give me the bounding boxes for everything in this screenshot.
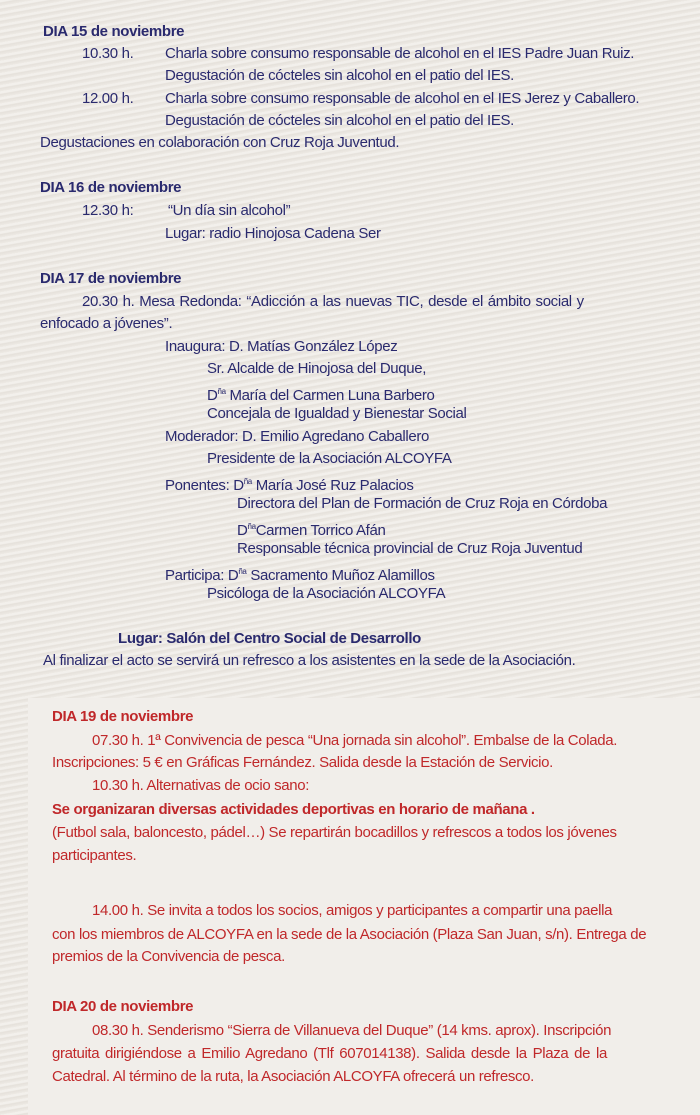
day17-ponentes: Ponentes: $D^{ña}$ María José Ruz Palacios <box>165 477 414 494</box>
day19-line-7: 14.00 h. Se invita a todos los socios, amigos y participantes a compartir una paella <box>92 902 613 919</box>
day15-line-5: Degustaciones en colaboración con Cruz Roja Juventud. <box>40 134 400 151</box>
day20-heading: DIA 20 de noviembre <box>52 998 194 1015</box>
day20-line-2: gratuita dirigiéndose a Emilio Agredano (Tlf 607014138). Salida desde la Plaza de la <box>52 1045 607 1062</box>
day19-line-4: Se organizaran diversas actividades deportivas en horario de mañana . <box>52 801 535 818</box>
day19-heading: DIA 19 de noviembre <box>52 708 194 725</box>
day19-line-9: premios de la Convivencia de pesca. <box>52 948 285 965</box>
day17-lugar: Lugar: Salón del Centro Social de Desarrollo <box>118 630 421 647</box>
day19-line-5: (Futbol sala, baloncesto, pádel…) Se repartirán bocadillos y refrescos a todos los jóvenes <box>52 824 617 841</box>
day17-ponentes-4: Responsable técnica provincial de Cruz Roja Juventud <box>237 540 583 557</box>
day17-moderador-2: Presidente de la Asociación ALCOYFA <box>207 450 452 467</box>
day19-line-1: 07.30 h. 1ª Convivencia de pesca “Una jornada sin alcohol”. Embalse de la Colada. <box>92 732 618 749</box>
day15-time-1: 10.30 h. <box>82 45 134 62</box>
day15-time-2: 12.00 h. <box>82 90 134 107</box>
day15-heading: DIA 15 de noviembre <box>43 23 185 40</box>
day19-line-3: 10.30 h. Alternativas de ocio sano: <box>92 777 310 794</box>
day15-line-4: Degustación de cócteles sin alcohol en el patio del IES. <box>165 112 514 129</box>
day17-moderador: Moderador: D. Emilio Agredano Caballero <box>165 428 429 445</box>
day15-line-1: Charla sobre consumo responsable de alcohol en el IES Padre Juan Ruiz. <box>165 45 635 62</box>
day17-final: Al finalizar el acto se servirá un refresco a los asistentes en la sede de la Asociación. <box>43 652 576 669</box>
day20-line-3: Catedral. Al término de la ruta, la Asociación ALCOYFA ofrecerá un refresco. <box>52 1068 534 1085</box>
day17-line-1: 20.30 h. Mesa Redonda: “Adicción a las nuevas TIC, desde el ámbito social y <box>82 293 584 310</box>
day19-line-8: con los miembros de ALCOYFA en la sede de la Asociación (Plaza San Juan, s/n). Entrega de <box>52 926 647 943</box>
day19-line-2: Inscripciones: 5 € en Gráficas Fernández. Salida desde la Estación de Servicio. <box>52 754 553 771</box>
day17-ponentes-3: $D^{ña}Carmen$ Torrico Afán <box>237 522 386 539</box>
day20-line-1: 08.30 h. Senderismo “Sierra de Villanueva del Duque” (14 kms. aprox). Inscripción <box>92 1022 612 1039</box>
day17-heading: DIA 17 de noviembre <box>40 270 182 287</box>
day17-line-2: enfocado a jóvenes”. <box>40 315 173 332</box>
day15-line-2: Degustación de cócteles sin alcohol en el patio del IES. <box>165 67 514 84</box>
day19-line-6: participantes. <box>52 847 137 864</box>
day17-ponentes-2: Directora del Plan de Formación de Cruz Roja en Córdoba <box>237 495 608 512</box>
day17-inaugura-4: Concejala de Igualdad y Bienestar Social <box>207 405 467 422</box>
day17-inaugura-3: $D^{ña}$ María del Carmen Luna Barbero <box>207 387 435 404</box>
day17-inaugura: Inaugura: D. Matías González López <box>165 338 398 355</box>
day16-line-2: Lugar: radio Hinojosa Cadena Ser <box>165 225 381 242</box>
day15-line-3: Charla sobre consumo responsable de alcohol en el IES Jerez y Caballero. <box>165 90 640 107</box>
day17-participa-2: Psicóloga de la Asociación ALCOYFA <box>207 585 446 602</box>
day17-participa: Participa: $D^{ña}$ Sacramento Muñoz Alamillos <box>165 567 435 584</box>
day16-line-1: “Un día sin alcohol” <box>168 202 291 219</box>
day16-heading: DIA 16 de noviembre <box>40 179 182 196</box>
day16-time-1: 12.30 h: <box>82 202 134 219</box>
day17-inaugura-2: Sr. Alcalde de Hinojosa del Duque, <box>207 360 427 377</box>
